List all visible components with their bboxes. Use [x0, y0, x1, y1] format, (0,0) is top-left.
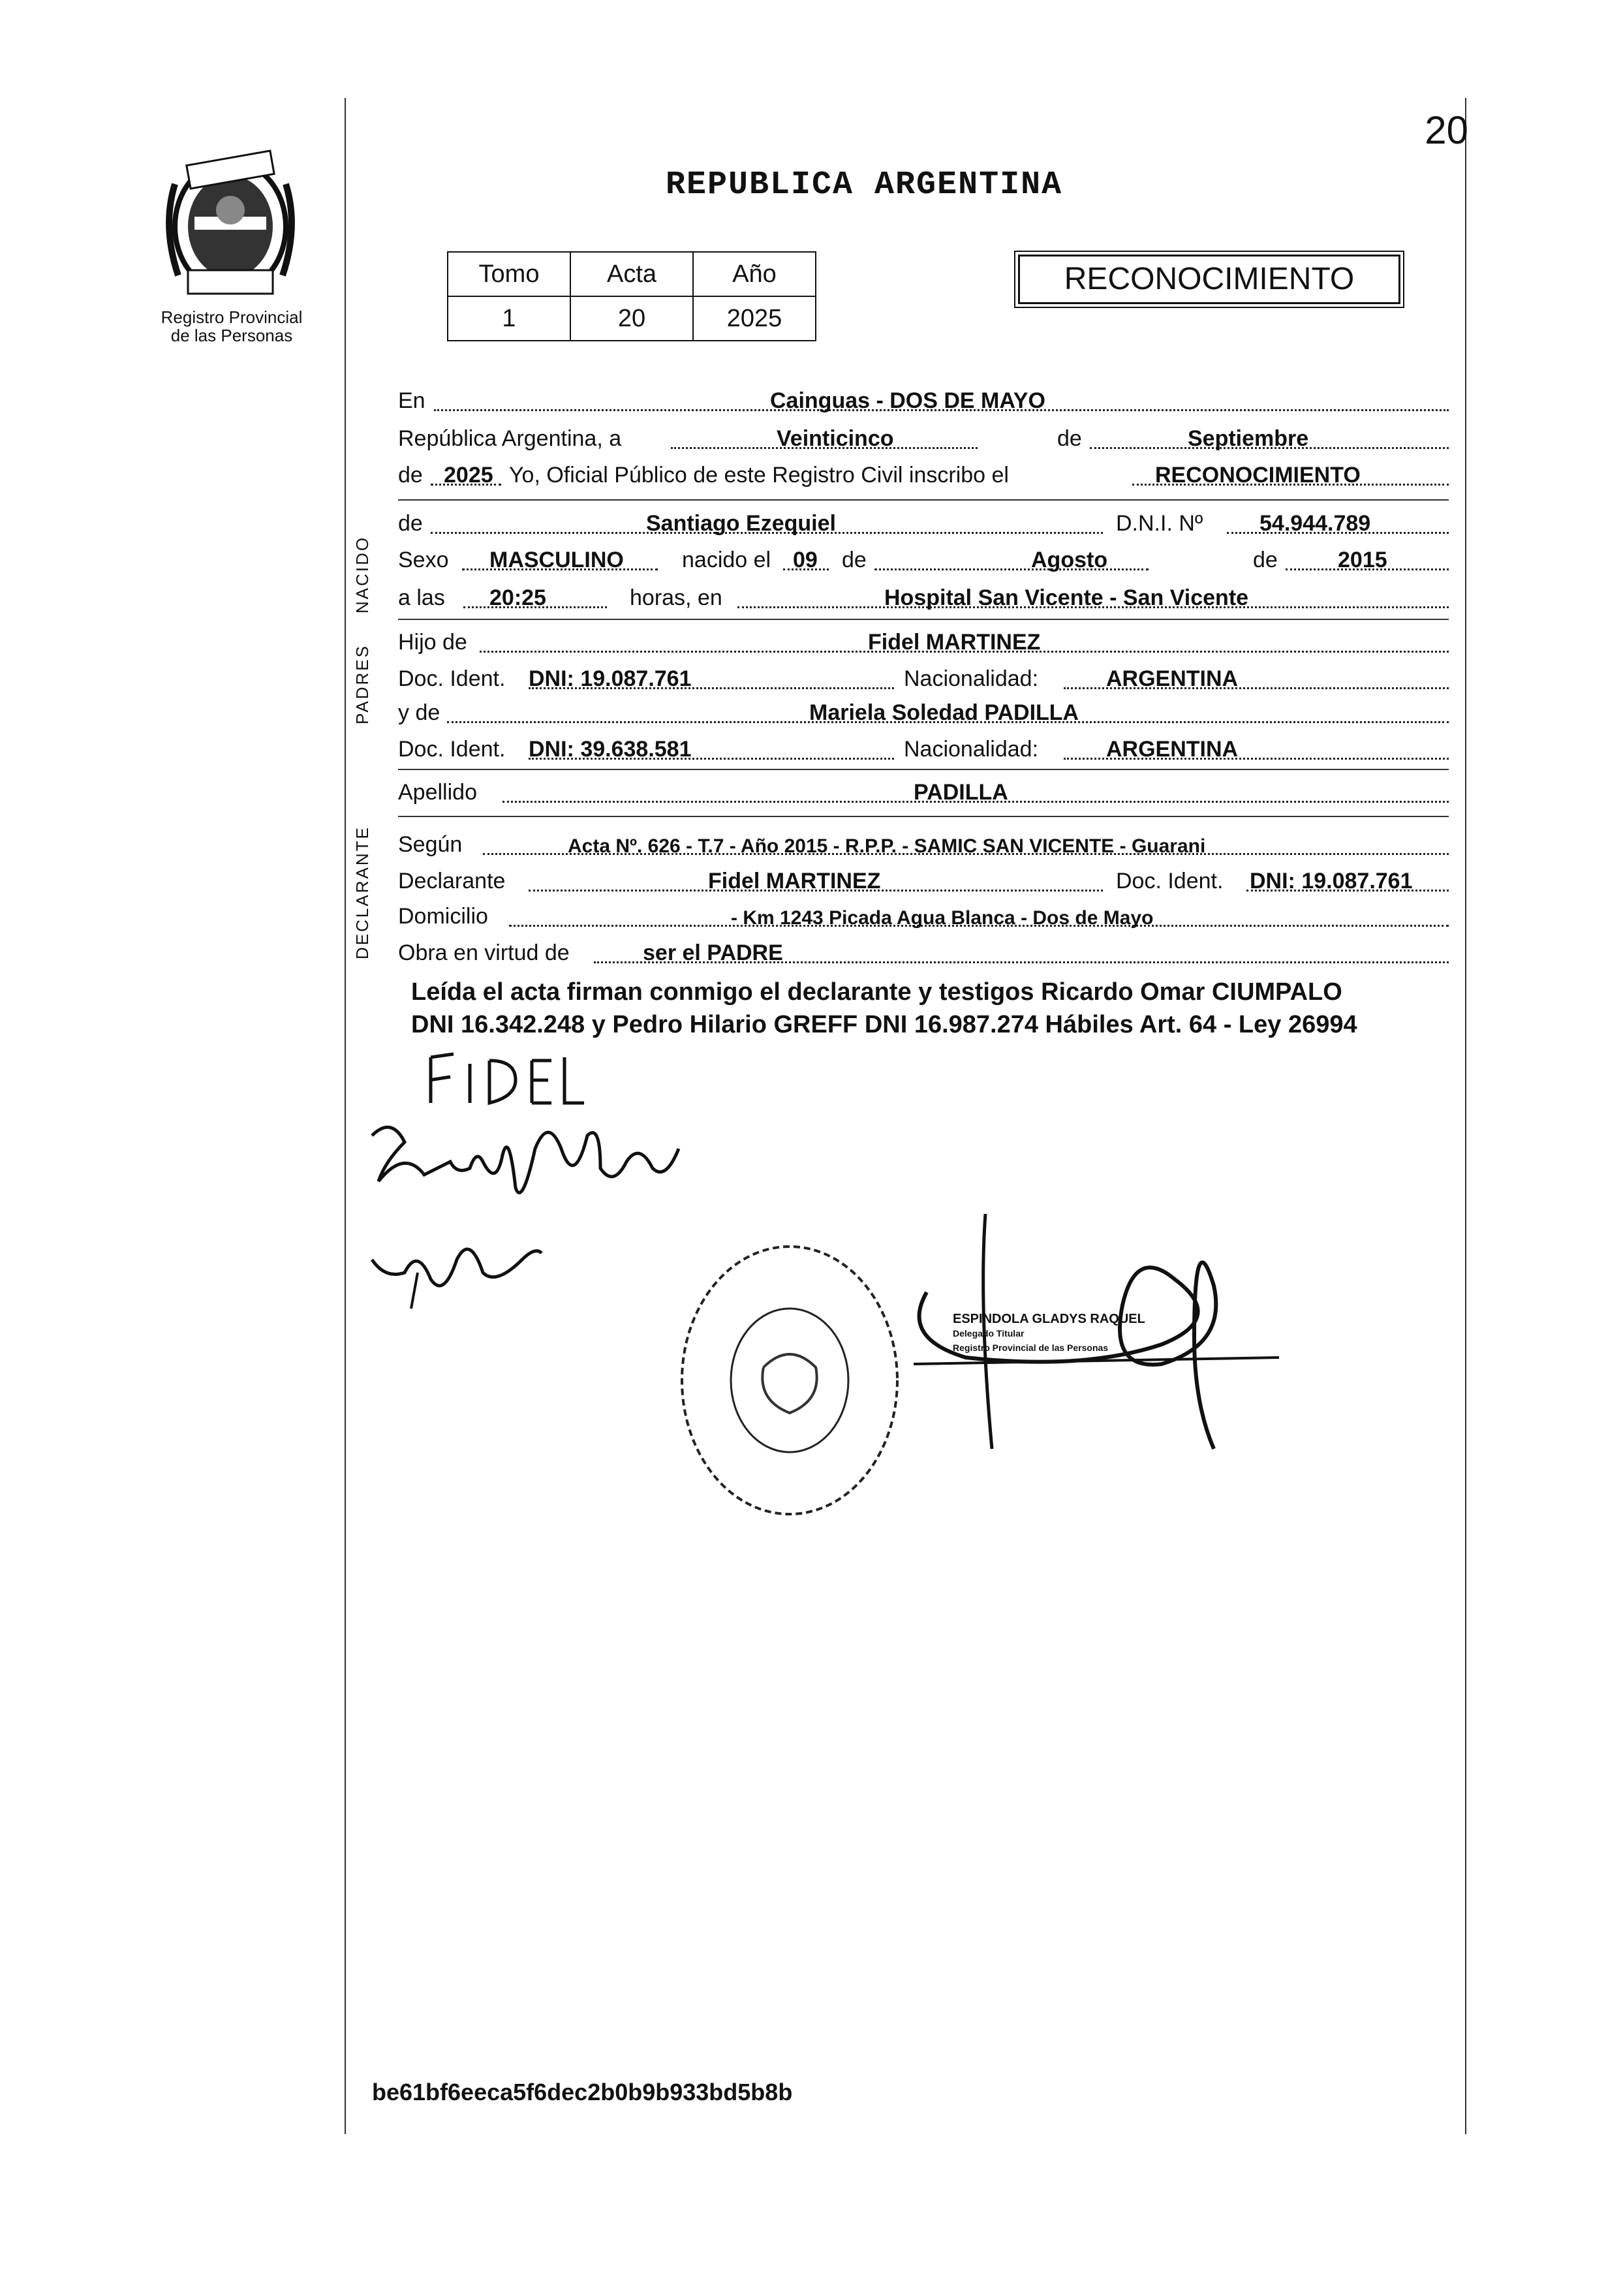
- label-nacido-el: nacido el: [682, 548, 771, 572]
- anio-header: Año: [693, 252, 816, 296]
- official-stamp-role: Delegado Titular: [953, 1328, 1025, 1339]
- value-dni: 54.944.789: [1259, 511, 1371, 536]
- row-padre: [398, 621, 1449, 658]
- value-declarante-doc: DNI: 19.087.761: [1250, 869, 1413, 893]
- value-madre-doc: DNI: 39.638.581: [529, 737, 692, 762]
- label-de-anio: de: [398, 463, 423, 488]
- value-hora: 20:25: [489, 585, 546, 610]
- row-nombre: [398, 503, 1449, 539]
- official-signature: [888, 1207, 1292, 1459]
- value-sexo: MASCULINO: [489, 548, 624, 572]
- label-de-mes: de: [1057, 426, 1082, 451]
- value-nac-mes: Agosto: [1031, 548, 1108, 572]
- label-dni: D.N.I. Nº: [1116, 511, 1203, 536]
- official-stamp-name: ESPINDOLA GLADYS RAQUEL: [953, 1312, 1145, 1326]
- value-acto: RECONOCIMIENTO: [1155, 463, 1361, 488]
- row-apellido: [398, 771, 1449, 808]
- tomo-value: 1: [448, 296, 570, 341]
- value-lugar-nac: Hospital San Vicente - San Vicente: [884, 585, 1249, 610]
- label-domicilio: Domicilio: [398, 904, 488, 929]
- divider-4: [398, 816, 1449, 817]
- logo-caption-line1: Registro Provincial: [161, 307, 303, 327]
- value-mes: Septiembre: [1188, 426, 1309, 451]
- value-domicilio: - Km 1243 Picada Agua Blanca - Dos de Mayo: [731, 907, 1154, 929]
- label-republica: República Argentina, a: [398, 426, 622, 451]
- row-hora: [398, 577, 1449, 613]
- value-padre: Fidel MARTINEZ: [868, 630, 1041, 655]
- row-fecha: [398, 418, 1449, 454]
- anio-value: 2025: [693, 296, 816, 341]
- acta-header: Acta: [570, 252, 693, 296]
- value-nombre: Santiago Ezequiel: [646, 511, 836, 536]
- row-segun: [398, 824, 1449, 860]
- value-anio: 2025: [444, 463, 493, 488]
- label-nacionalidad-madre: Nacionalidad:: [904, 737, 1039, 762]
- signature-fidel: [424, 1044, 587, 1119]
- row-padre-doc: [398, 658, 1449, 694]
- closing-line1: Leída el acta firman conmigo el declarante y testigos Ricardo Omar CIUMPALO: [411, 978, 1342, 1006]
- label-apellido: Apellido: [398, 780, 477, 805]
- section-declarante: DECLARANTE: [352, 826, 372, 959]
- divider-2: [398, 619, 1449, 620]
- label-y-de: y de: [398, 700, 440, 725]
- row-declarante: [398, 860, 1449, 897]
- value-padre-doc: DNI: 19.087.761: [529, 666, 692, 691]
- value-madre: Mariela Soledad PADILLA: [809, 700, 1079, 725]
- right-margin-line: [1465, 98, 1466, 2134]
- row-lugar: [398, 380, 1449, 416]
- value-nac-anio: 2015: [1338, 548, 1387, 572]
- row-sexo: [398, 539, 1449, 576]
- label-hijo-de: Hijo de: [398, 630, 467, 655]
- value-dia: Veinticinco: [777, 426, 894, 451]
- page-title: REPUBLICA ARGENTINA: [666, 166, 1063, 204]
- value-lugar: Cainguas - DOS DE MAYO: [770, 388, 1045, 413]
- label-doc-madre: Doc. Ident.: [398, 737, 506, 762]
- label-de-nac-mes: de: [842, 548, 867, 572]
- label-declarante: Declarante: [398, 869, 506, 893]
- value-apellido: PADILLA: [914, 780, 1008, 805]
- row-inscripcion: [398, 454, 1449, 491]
- row-madre-doc: [398, 728, 1449, 765]
- label-de-nac-anio: de: [1253, 548, 1278, 572]
- province-logo: [149, 145, 312, 311]
- value-segun: Acta Nº. 626 - T.7 - Año 2015 - R.P.P. - SAMIC SAN VICENTE - Guarani: [568, 835, 1206, 857]
- divider-1: [398, 499, 1449, 501]
- closing-line2: DNI 16.342.248 y Pedro Hilario GREFF DNI 16.987.274 Hábiles Art. 64 - Ley 26994: [411, 1011, 1357, 1038]
- label-doc-declarante: Doc. Ident.: [1116, 869, 1224, 893]
- tomo-header: Tomo: [448, 252, 570, 296]
- value-nac-dia: 09: [793, 548, 818, 572]
- record-type-box: RECONOCIMIENTO: [1018, 255, 1400, 304]
- label-virtud: Obra en virtud de: [398, 940, 570, 965]
- label-nacionalidad-padre: Nacionalidad:: [904, 666, 1039, 691]
- value-padre-nac: ARGENTINA: [1106, 666, 1239, 691]
- label-segun: Según: [398, 832, 463, 857]
- logo-caption-line2: de las Personas: [170, 326, 293, 345]
- label-sexo: Sexo: [398, 548, 449, 572]
- left-margin-line: [345, 98, 346, 2134]
- row-domicilio: [398, 895, 1449, 932]
- logo-caption: [131, 308, 333, 345]
- label-de-nombre: de: [398, 511, 423, 536]
- round-stamp: [672, 1237, 907, 1527]
- label-en: En: [398, 388, 425, 413]
- official-stamp-org: Registro Provincial de las Personas: [953, 1342, 1109, 1353]
- value-declarante: Fidel MARTINEZ: [708, 869, 881, 893]
- document-hash: be61bf6eeca5f6dec2b0b9b933bd5b8b: [372, 2079, 793, 2105]
- value-madre-nac: ARGENTINA: [1106, 737, 1239, 762]
- value-virtud: ser el PADRE: [643, 940, 783, 965]
- divider-3: [398, 769, 1449, 770]
- row-virtud: [398, 932, 1449, 969]
- section-nacido: NACIDO: [352, 535, 372, 613]
- page-number: 20: [1425, 108, 1468, 152]
- section-padres: PADRES: [352, 644, 372, 724]
- label-a-las: a las: [398, 585, 445, 610]
- signature-ciumpalo: [365, 1109, 705, 1224]
- acta-value: 20: [570, 296, 693, 341]
- closing-text: [411, 976, 1455, 1041]
- label-horas-en: horas, en: [630, 585, 722, 610]
- label-yo-oficial: Yo, Oficial Público de este Registro Civil inscribo el: [509, 463, 1009, 488]
- signature-greff: [365, 1220, 548, 1315]
- row-madre: [398, 692, 1449, 728]
- label-doc-padre: Doc. Ident.: [398, 666, 506, 691]
- tomo-acta-table: [447, 251, 816, 341]
